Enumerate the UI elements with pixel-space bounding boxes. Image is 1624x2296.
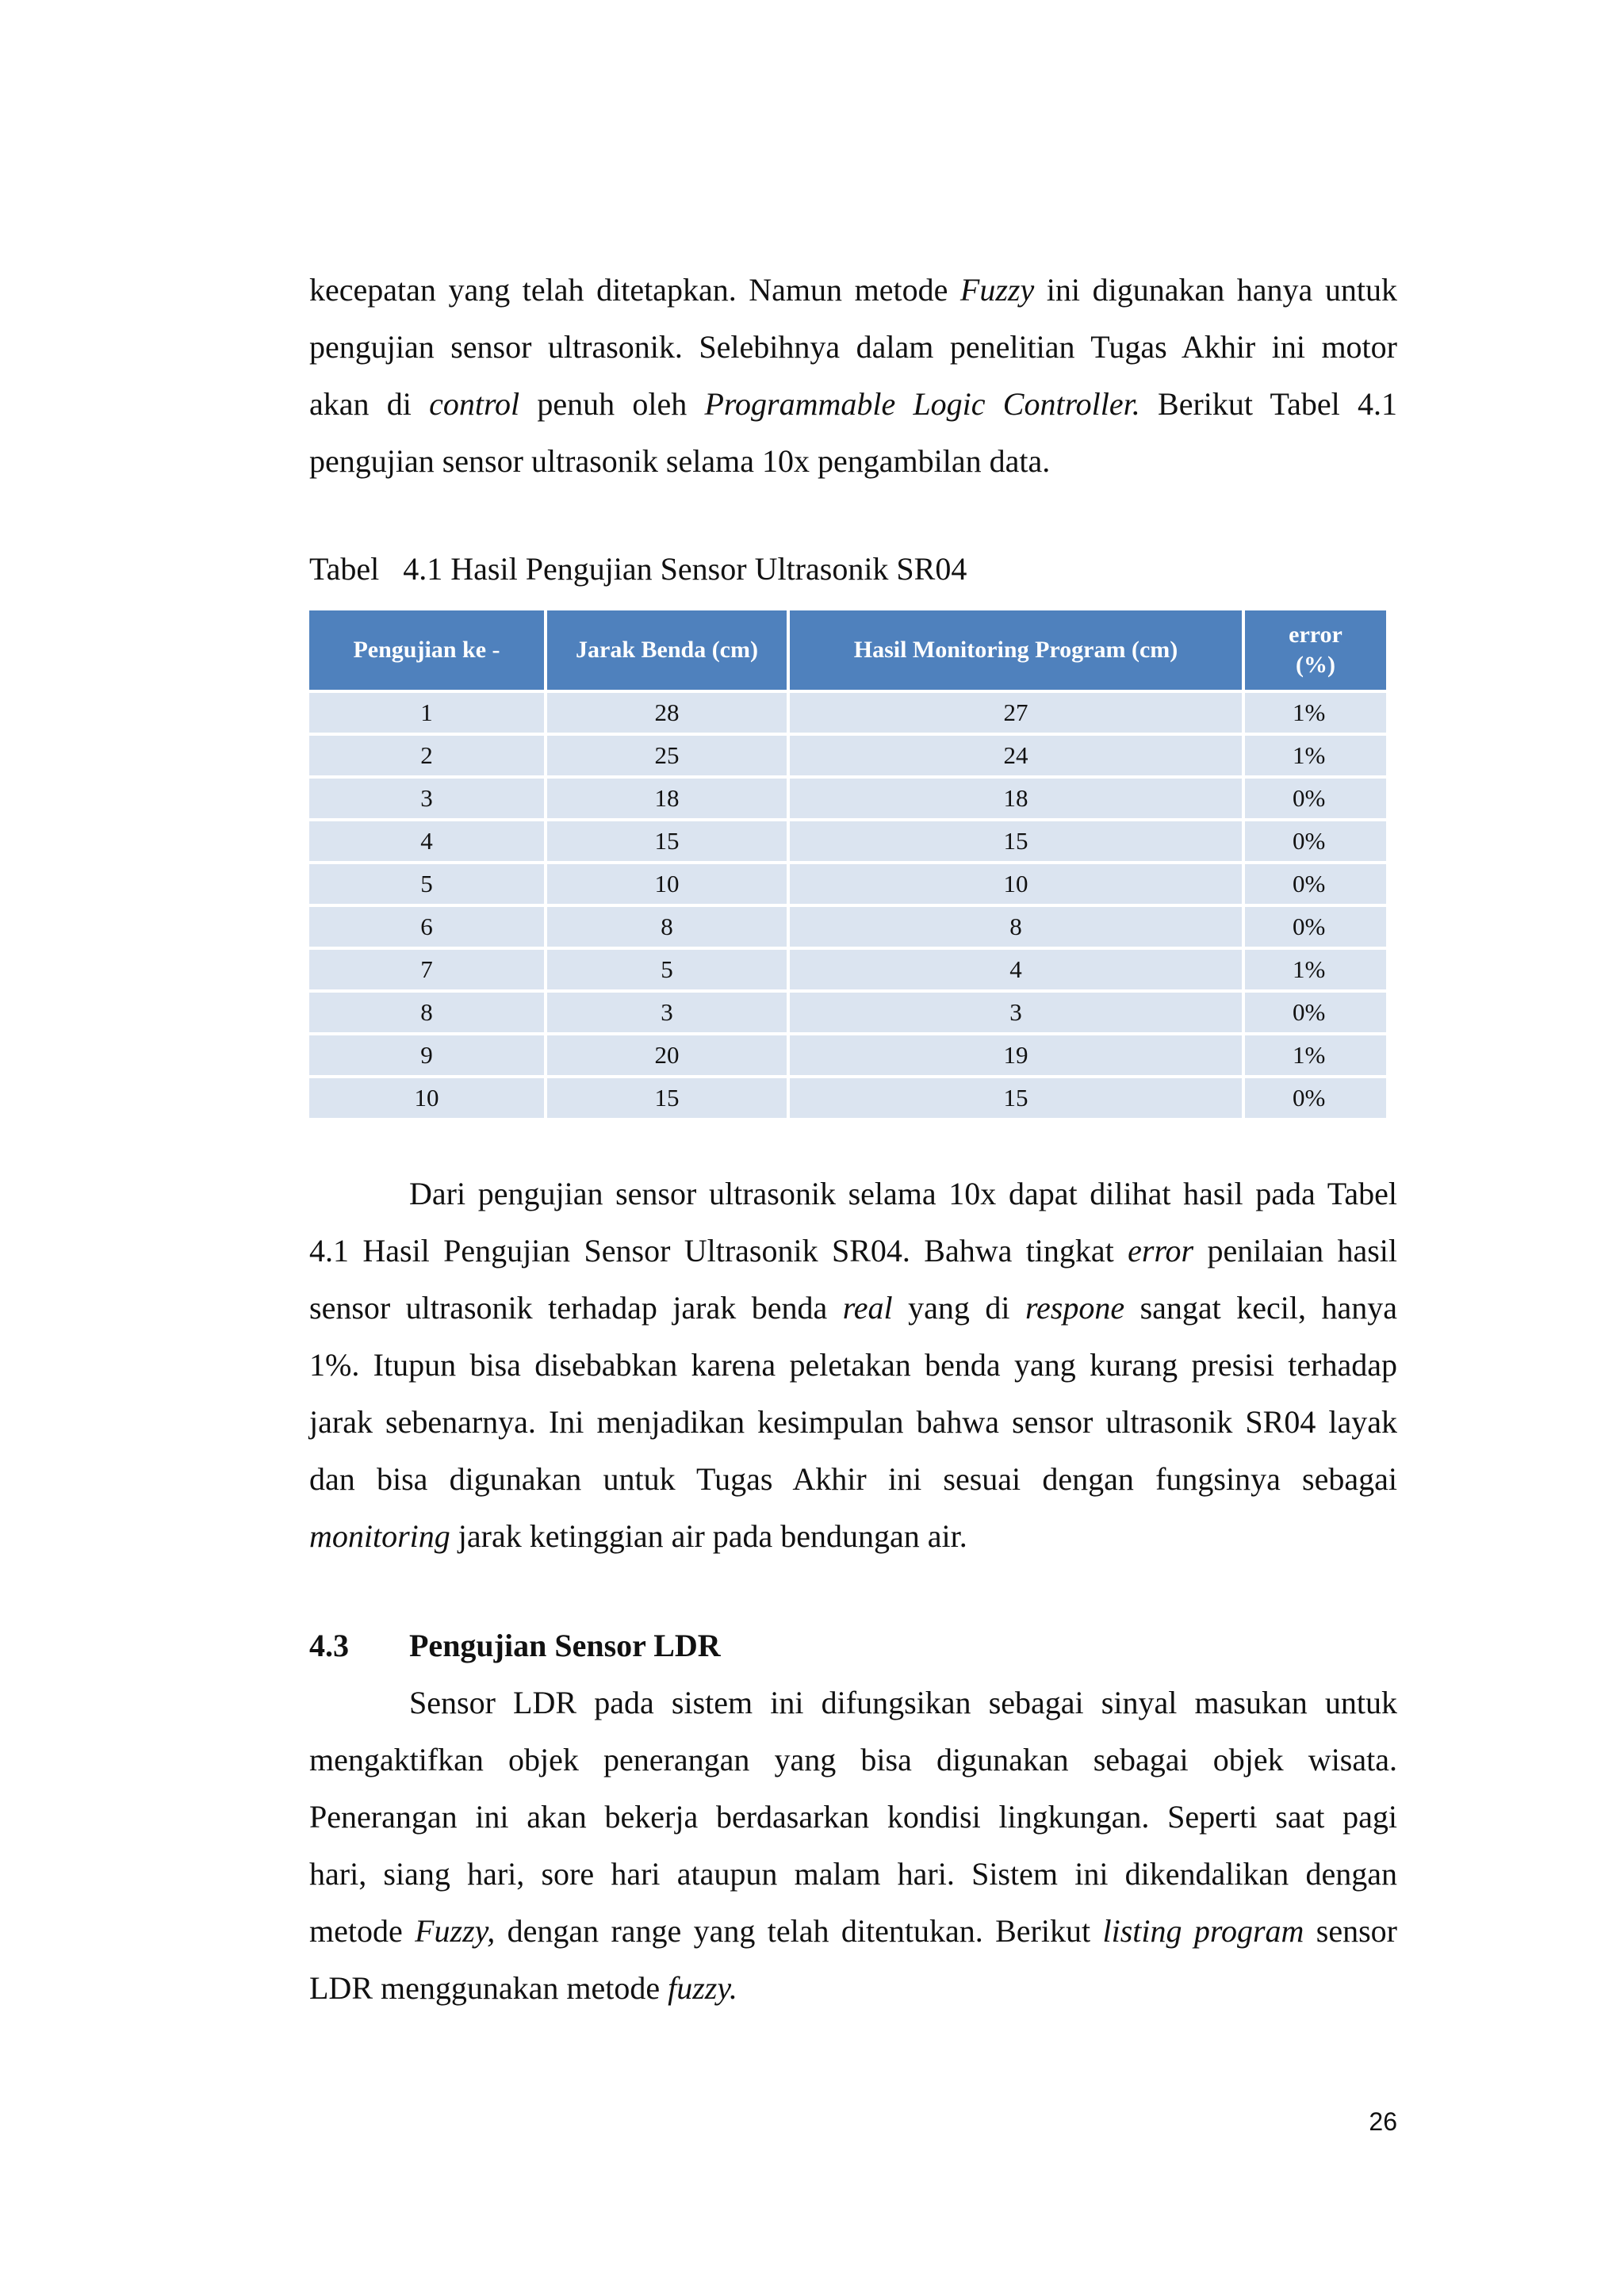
text-line: Penerangan ini akan bekerja berdasarkan kondisi lingkungan. Seperti saat pagi: [309, 1799, 1397, 1835]
cell-jarak: 5: [546, 948, 788, 991]
cell-no: 1: [309, 691, 546, 734]
ldr-paragraph: [309, 1674, 1397, 2017]
table-row: [309, 820, 1386, 863]
text-line: LDR menggunakan metode fuzzy.: [309, 1970, 737, 2006]
cell-jarak: 18: [546, 777, 788, 820]
cell-error: 1%: [1243, 691, 1386, 734]
cell-no: 8: [309, 991, 546, 1034]
text-line: akan di control penuh oleh Programmable Logic Controller. Berikut Tabel 4.1: [309, 386, 1397, 422]
cell-hasil: 18: [788, 777, 1243, 820]
cell-hasil: 4: [788, 948, 1243, 991]
cell-no: 7: [309, 948, 546, 991]
header-pengujian: Pengujian ke -: [309, 610, 546, 691]
text-line: 1%. Itupun bisa disebabkan karena peletakan benda yang kurang presisi terhadap: [309, 1347, 1397, 1383]
cell-error: 0%: [1243, 905, 1386, 948]
cell-hasil: 15: [788, 1077, 1243, 1119]
cell-hasil: 19: [788, 1034, 1243, 1077]
cell-jarak: 10: [546, 863, 788, 905]
cell-jarak: 25: [546, 734, 788, 777]
cell-no: 10: [309, 1077, 546, 1119]
cell-jarak: 20: [546, 1034, 788, 1077]
text-line: mengaktifkan objek penerangan yang bisa digunakan sebagai objek wisata.: [309, 1742, 1397, 1777]
cell-no: 6: [309, 905, 546, 948]
table-caption: Tabel 4.1 Hasil Pengujian Sensor Ultrasonik SR04: [309, 551, 967, 587]
table-row: [309, 905, 1386, 948]
cell-no: 2: [309, 734, 546, 777]
result-paragraph: [309, 1165, 1397, 1565]
text-line: pengujian sensor ultrasonik selama 10x pengambilan data.: [309, 443, 1051, 479]
cell-error: 0%: [1243, 1077, 1386, 1119]
cell-error: 1%: [1243, 734, 1386, 777]
cell-no: 3: [309, 777, 546, 820]
text-line: sensor ultrasonik terhadap jarak benda real yang di respone sangat kecil, hanya: [309, 1290, 1397, 1326]
cell-jarak: 15: [546, 1077, 788, 1119]
cell-error: 1%: [1243, 948, 1386, 991]
cell-hasil: 3: [788, 991, 1243, 1034]
section-heading: [309, 1617, 1397, 1674]
text-line: pengujian sensor ultrasonik. Selebihnya dalam penelitian Tugas Akhir ini motor: [309, 329, 1397, 365]
text-line: Dari pengujian sensor ultrasonik selama 10x dapat dilihat hasil pada Tabel: [409, 1176, 1397, 1211]
table-row: [309, 777, 1386, 820]
header-jarak: Jarak Benda (cm): [546, 610, 788, 691]
table-row: [309, 734, 1386, 777]
table-row: [309, 948, 1386, 991]
cell-error: 1%: [1243, 1034, 1386, 1077]
cell-no: 4: [309, 820, 546, 863]
intro-paragraph: [309, 262, 1397, 490]
cell-jarak: 15: [546, 820, 788, 863]
table-row: [309, 991, 1386, 1034]
section-title: Pengujian Sensor LDR: [409, 1628, 721, 1663]
text-line: hari, siang hari, sore hari ataupun malam hari. Sistem ini dikendalikan dengan: [309, 1856, 1397, 1892]
text-line: 4.1 Hasil Pengujian Sensor Ultrasonik SR04. Bahwa tingkat error penilaian hasil: [309, 1233, 1397, 1269]
cell-hasil: 10: [788, 863, 1243, 905]
cell-jarak: 3: [546, 991, 788, 1034]
text-line: dan bisa digunakan untuk Tugas Akhir ini sesuai dengan fungsinya sebagai: [309, 1461, 1397, 1497]
cell-hasil: 24: [788, 734, 1243, 777]
cell-no: 9: [309, 1034, 546, 1077]
cell-error: 0%: [1243, 991, 1386, 1034]
cell-error: 0%: [1243, 863, 1386, 905]
table-row: [309, 1034, 1386, 1077]
table-row: [309, 1077, 1386, 1119]
table-header-row: [309, 610, 1386, 691]
cell-jarak: 28: [546, 691, 788, 734]
cell-error: 0%: [1243, 820, 1386, 863]
text-line: jarak sebenarnya. Ini menjadikan kesimpulan bahwa sensor ultrasonik SR04 layak: [309, 1404, 1397, 1440]
table-row: [309, 863, 1386, 905]
text-line: kecepatan yang telah ditetapkan. Namun metode Fuzzy ini digunakan hanya untuk: [309, 272, 1397, 308]
text-line: metode Fuzzy, dengan range yang telah ditentukan. Berikut listing program sensor: [309, 1913, 1397, 1949]
ultrasonic-test-table: [309, 610, 1386, 1121]
header-error: error (%): [1243, 610, 1386, 691]
header-hasil: Hasil Monitoring Program (cm): [788, 610, 1243, 691]
table-row: [309, 691, 1386, 734]
cell-jarak: 8: [546, 905, 788, 948]
section-number: 4.3: [309, 1628, 349, 1663]
text-line: Sensor LDR pada sistem ini difungsikan sebagai sinyal masukan untuk: [409, 1685, 1397, 1720]
cell-no: 5: [309, 863, 546, 905]
cell-hasil: 27: [788, 691, 1243, 734]
cell-hasil: 15: [788, 820, 1243, 863]
page-number: 26: [1369, 2107, 1397, 2136]
text-line: monitoring jarak ketinggian air pada bendungan air.: [309, 1518, 967, 1554]
cell-hasil: 8: [788, 905, 1243, 948]
cell-error: 0%: [1243, 777, 1386, 820]
